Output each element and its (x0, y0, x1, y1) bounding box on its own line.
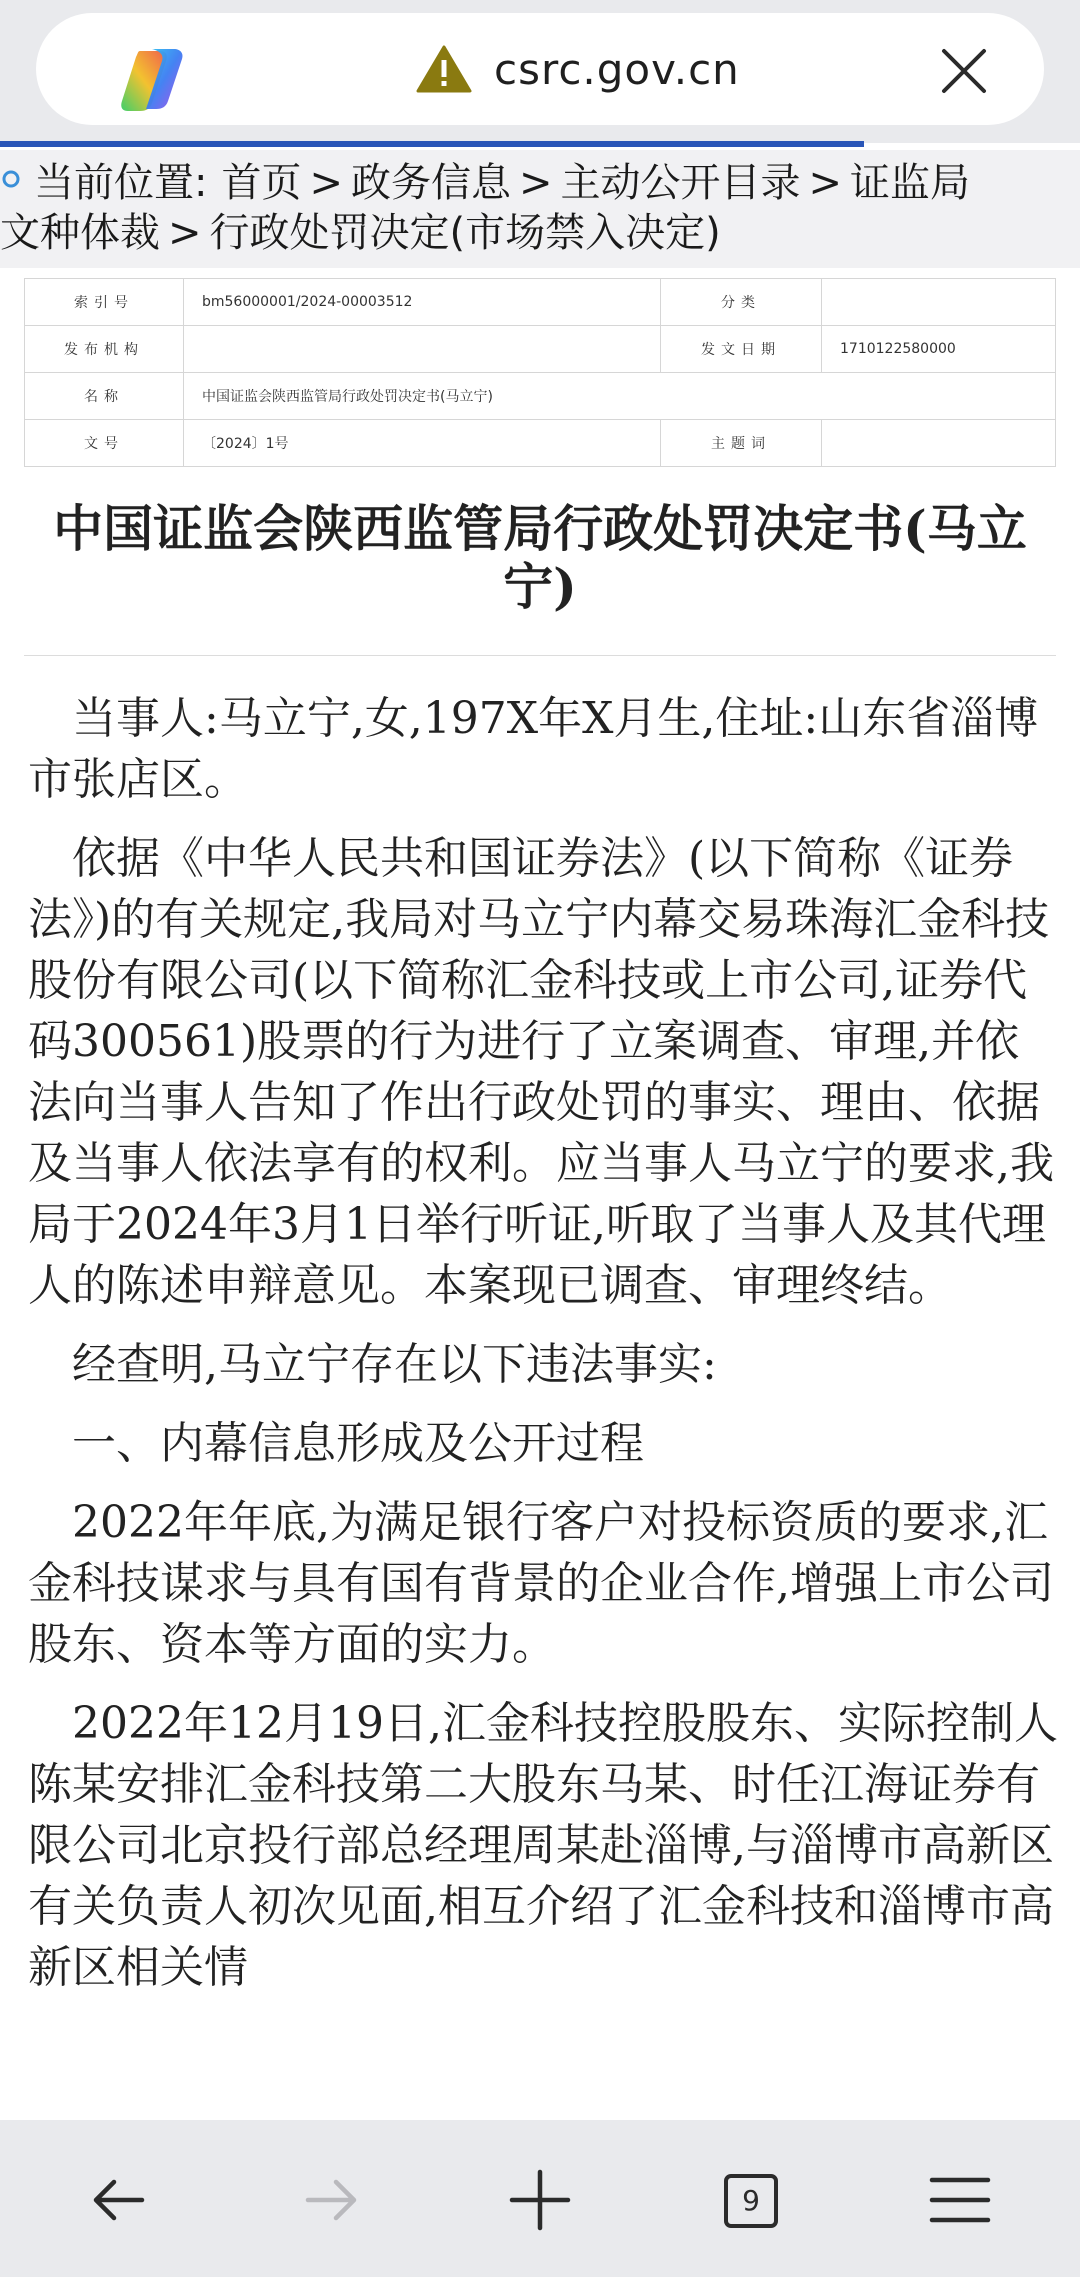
url-display[interactable] (416, 13, 740, 125)
breadcrumb-home[interactable]: 首页 (221, 160, 302, 206)
article-paragraph: 依据《中华人民共和国证券法》(以下简称《证券法》)的有关规定,我局对马立宁内幕交易珠海汇金科技股份有限公司(以下简称汇金科技或上市公司,证券代码300561)股票的行为进行了立案调查、审理,并依法向当事人告知了作出行政处罚的事实、理由、依据及当事人依法享有的权利。应当事人马立宁的要求,我局于2024年3月1日举行听证,听取了当事人及其代理人的陈述申辩意见。本案现已调查、审理终结。 (28, 833, 1054, 1311)
breadcrumb-public-catalog[interactable]: 主动公开目录 (560, 160, 801, 206)
category-label: 分类 (661, 279, 822, 326)
address-bar[interactable] (36, 13, 1044, 125)
breadcrumb-separator: > (808, 160, 843, 206)
new-tab-icon[interactable] (500, 2160, 580, 2240)
article-paragraph: 2022年年底,为满足银行客户对投标资质的要求,汇金科技谋求与具有国有背景的企业合作,增强上市公司股东、资本等方面的实力。 (28, 1497, 1054, 1670)
article-paragraph: 经查明,马立宁存在以下违法事实: (72, 1339, 717, 1390)
browser-bottom-bar (0, 2120, 1080, 2277)
keyword-value (822, 420, 1056, 467)
back-icon[interactable] (80, 2160, 160, 2240)
breadcrumb-prefix: 当前位置: (34, 160, 208, 206)
index-label: 索引号 (25, 279, 184, 326)
table-row (25, 326, 1056, 373)
publisher-value (184, 326, 661, 373)
page-load-progress (0, 141, 864, 147)
breadcrumb-separator: > (168, 210, 202, 256)
tabs-icon[interactable] (710, 2160, 790, 2240)
article-paragraph: 当事人:马立宁,女,197X年X月生,住址:山东省淄博市张店区。 (28, 693, 1039, 805)
breadcrumb (0, 150, 1080, 268)
document-info-table (24, 278, 1056, 467)
publisher-label: 发布机构 (25, 326, 184, 373)
close-icon[interactable] (940, 47, 988, 95)
url-text[interactable]: csrc.gov.cn (494, 44, 740, 94)
name-label: 名称 (25, 373, 184, 420)
article-section-heading: 一、内幕信息形成及公开过程 (72, 1418, 644, 1469)
breadcrumb-separator: > (519, 160, 553, 206)
title-divider (24, 655, 1056, 656)
date-label: 发文日期 (661, 326, 822, 373)
breadcrumb-separator: > (309, 160, 343, 206)
article-paragraph: 2022年12月19日,汇金科技控股股东、实际控制人陈某安排汇金科技第二大股东马某、时任江海证券有限公司北京投行部总经理周某赴淄博,与淄博市高新区有关负责人初次见面,相互介绍了汇金科技和淄博市高新区相关情 (28, 1698, 1058, 1993)
date-value: 1710122580000 (822, 326, 1056, 373)
name-value: 中国证监会陕西监管局行政处罚决定书(马立宁) (184, 373, 1056, 420)
warning-icon[interactable] (416, 44, 472, 94)
breadcrumb-doc-genre[interactable]: 文种体裁 (0, 210, 160, 256)
article-body (28, 688, 1058, 2016)
copilot-icon[interactable] (118, 47, 190, 113)
breadcrumb-gov-info[interactable]: 政务信息 (351, 160, 511, 206)
breadcrumb-regulator[interactable]: 证监局 (850, 160, 971, 206)
table-row (25, 279, 1056, 326)
table-row (25, 373, 1056, 420)
forward-icon[interactable] (290, 2160, 370, 2240)
doc-number-value: 〔2024〕1号 (184, 420, 661, 467)
doc-number-label: 文号 (25, 420, 184, 467)
menu-icon[interactable] (920, 2160, 1000, 2240)
location-pin-icon (0, 168, 22, 198)
index-value: bm56000001/2024-00003512 (184, 279, 661, 326)
browser-top-bar (0, 0, 1080, 143)
keyword-label: 主题词 (661, 420, 822, 467)
breadcrumb-penalty-decision[interactable]: 行政处罚决定(市场禁入决定) (209, 210, 721, 256)
tab-count: 9 (724, 2174, 778, 2228)
category-value (822, 279, 1056, 326)
page-title: 中国证监会陕西监管局行政处罚决定书(马立宁) (53, 499, 1027, 616)
table-row (25, 420, 1056, 467)
